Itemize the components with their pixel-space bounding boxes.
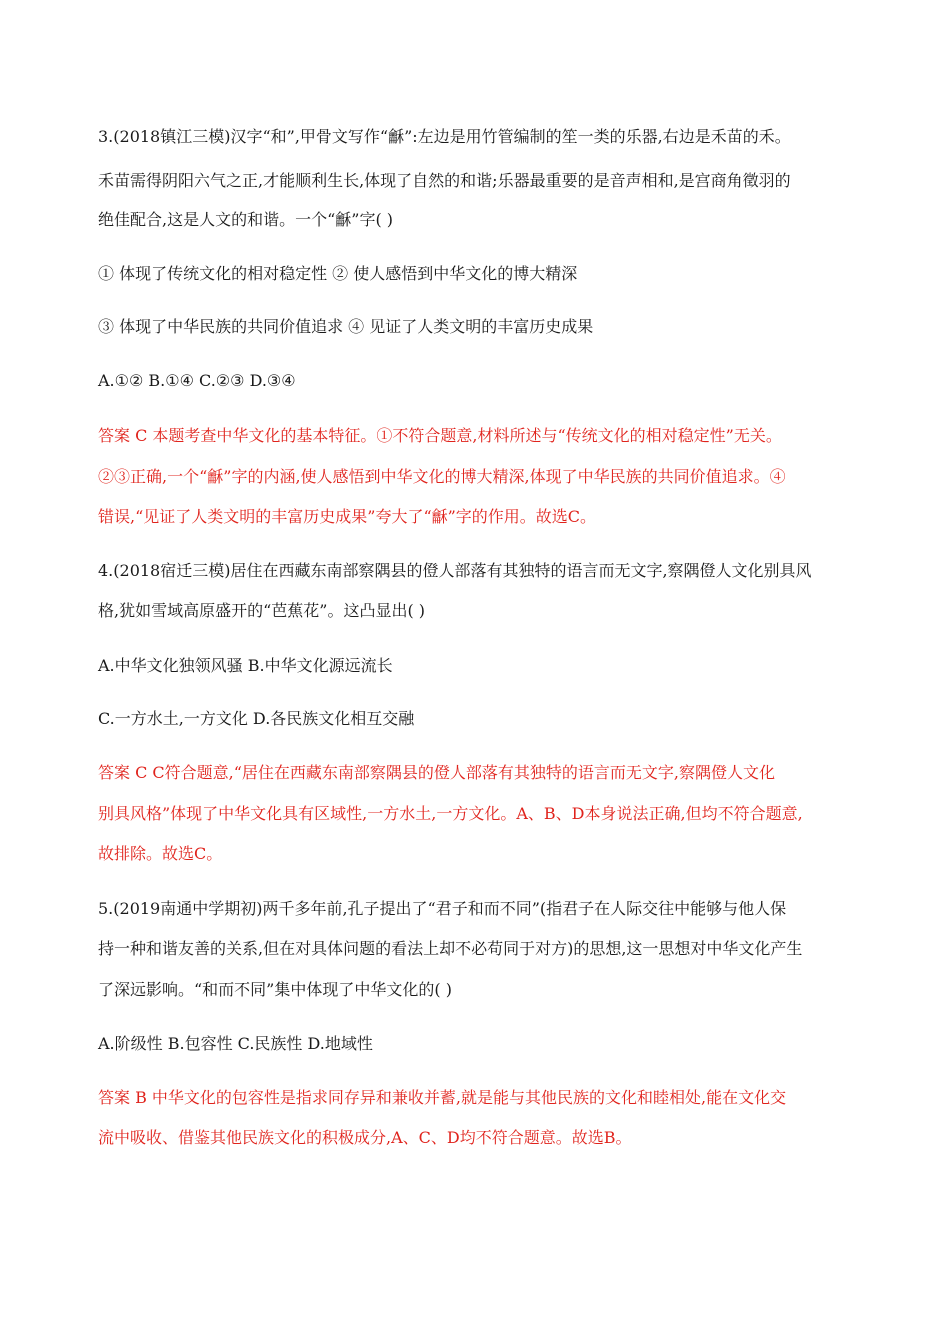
- q5-options: A.阶级性 B.包容性 C.民族性 D.地域性: [98, 1034, 373, 1053]
- q5-stem-line-3: 了深远影响。“和而不同”集中体现了中华文化的( ): [98, 980, 452, 999]
- q4-options-1: A.中华文化独领风骚 B.中华文化源远流长: [98, 656, 393, 675]
- q3-stem-line-3: 绝佳配合,这是人文的和谐。一个“龢”字( ): [98, 210, 394, 229]
- q4-answer-line-2: 别具风格”体现了中华文化具有区域性,一方水土,一方文化。A、B、D本身说法正确,但均不符合题意,: [98, 804, 803, 823]
- q5-stem-line-1: 5.(2019南通中学期初)两千多年前,孔子提出了“君子和而不同”(指君子在人际交往中能够与他人保: [98, 899, 787, 918]
- q5-answer-line-1: 答案 B 中华文化的包容性是指求同存异和兼收并蓄,就是能与其他民族的文化和睦相处,能在文化交: [98, 1088, 787, 1107]
- q3-answer-line-3: 错误,“见证了人类文明的丰富历史成果”夸大了“龢”字的作用。故选C。: [98, 507, 597, 526]
- q5-stem-line-2: 持一种和谐友善的关系,但在对具体问题的看法上却不必苟同于对方)的思想,这一思想对中华文化产生: [98, 939, 803, 958]
- q4-stem-line-2: 格,犹如雪域高原盛开的“芭蕉花”。这凸显出( ): [98, 601, 426, 620]
- q3-stem-line-2: 禾苗需得阴阳六气之正,才能顺利生长,体现了自然的和谐;乐器最重要的是音声相和,是宫商角徵羽的: [98, 171, 791, 190]
- q3-answer-line-2: ②③正确,一个“龢”字的内涵,使人感悟到中华文化的博大精深,体现了中华民族的共同价值追求。④: [98, 467, 786, 486]
- q3-answer-line-1: 答案 C 本题考查中华文化的基本特征。①不符合题意,材料所述与“传统文化的相对稳定性”无关。: [98, 426, 782, 445]
- q4-answer-line-1: 答案 C C符合题意,“居住在西藏东南部察隅县的僜人部落有其独特的语言而无文字,察隅僜人文化: [98, 763, 776, 782]
- q4-answer-line-3: 故排除。故选C。: [98, 844, 223, 863]
- q4-options-2: C.一方水土,一方文化 D.各民族文化相互交融: [98, 709, 415, 728]
- q4-stem-line-1: 4.(2018宿迁三模)居住在西藏东南部察隅县的僜人部落有其独特的语言而无文字,察隅僜人文化别具风: [98, 561, 812, 580]
- q3-statements-2: ③ 体现了中华民族的共同价值追求 ④ 见证了人类文明的丰富历史成果: [98, 317, 594, 336]
- q5-answer-line-2: 流中吸收、借鉴其他民族文化的积极成分,A、C、D均不符合题意。故选B。: [98, 1128, 632, 1147]
- q3-options: A.①② B.①④ C.②③ D.③④: [98, 371, 296, 390]
- q3-statements-1: ① 体现了传统文化的相对稳定性 ② 使人感悟到中华文化的博大精深: [98, 264, 578, 283]
- q3-stem-line-1: 3.(2018镇江三模)汉字“和”,甲骨文写作“龢”:左边是用竹管编制的笙一类的乐器,右边是禾苗的禾。: [98, 127, 791, 146]
